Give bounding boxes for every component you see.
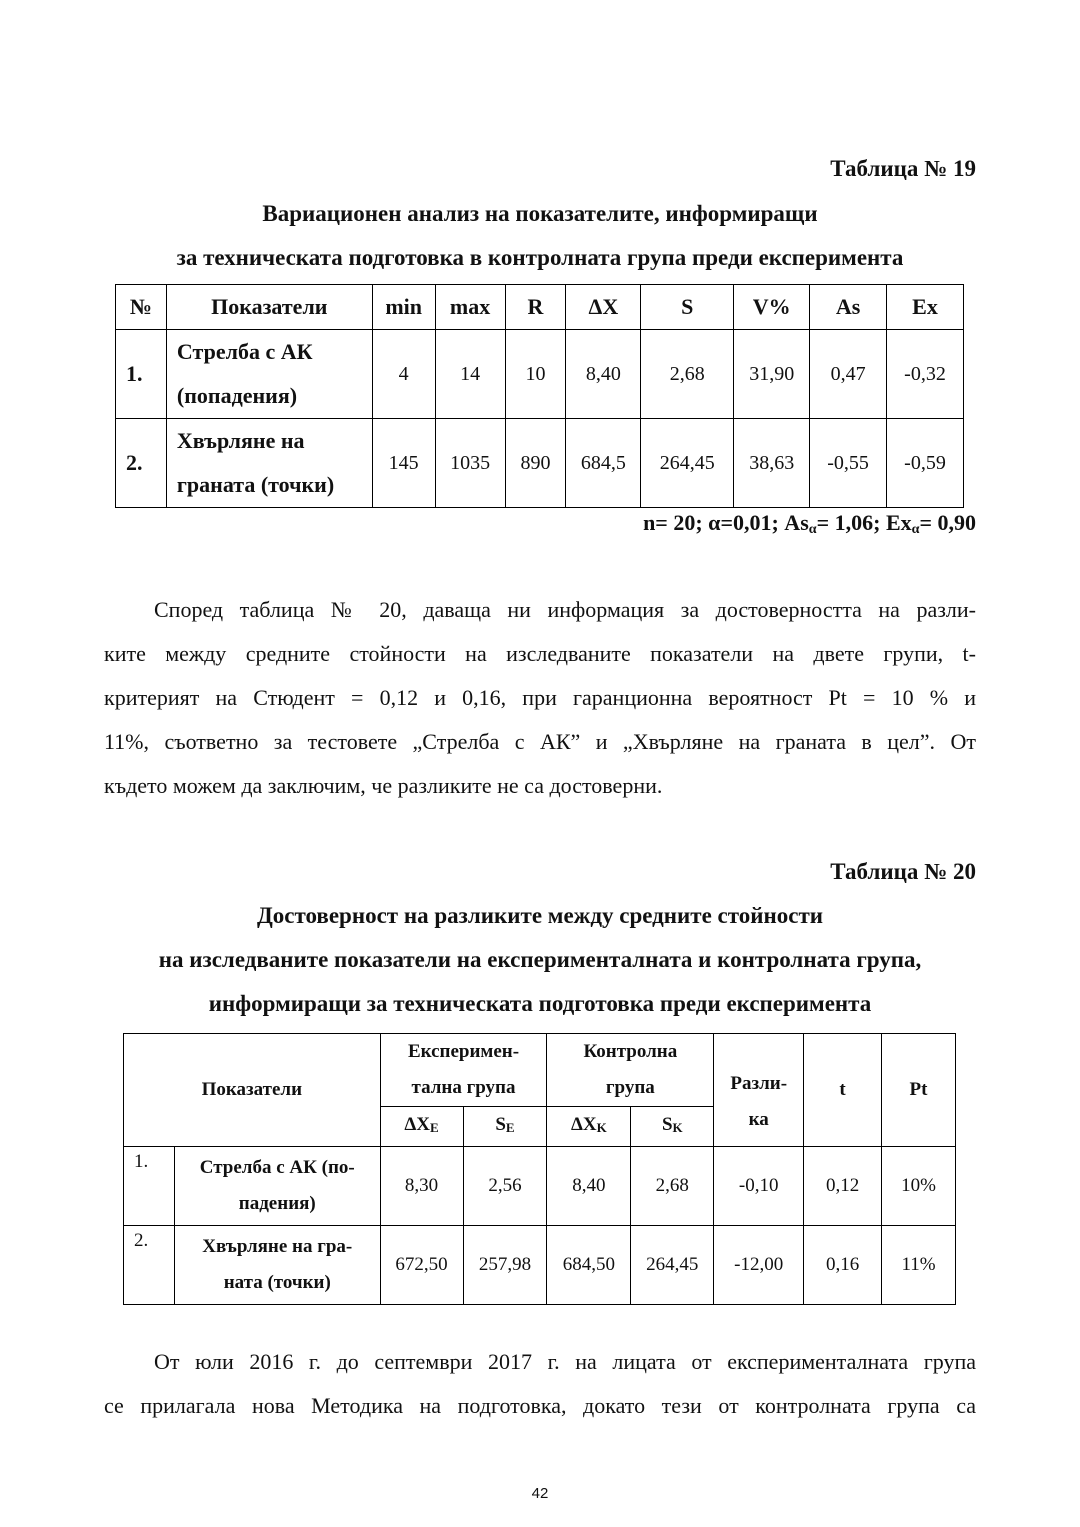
paragraph-line: 11%, съответно за тестовете „Стрелба с АК” и „Хвърляне на граната в цел”. От [104,729,976,754]
header-max: max [435,285,505,330]
header-range: R [505,285,566,330]
cell-t: 0,12 [804,1147,882,1226]
cell-difference: -12,00 [714,1226,804,1305]
row-number: 2. [116,419,167,508]
paragraph-line: където можем да заключим, че разликите не са достоверни. [104,773,663,798]
header-difference: Разли- ка [714,1034,804,1147]
paragraph-1 [104,588,976,808]
paragraph-2 [104,1340,976,1428]
table-20-caption-line-1: Достоверност на разликите между средните стойности [256,903,824,928]
cell-mean-k: 8,40 [547,1147,631,1226]
table-20-caption-line-3: информиращи за техническата подготовка преди експеримента [208,991,872,1016]
header-mean-k: $\Delta X_K$ [547,1107,631,1147]
header-std: S [641,285,734,330]
row-indicator [166,419,372,508]
paragraph-line: От юли 2016 г. до септември 2017 г. на лицата от експерименталната група [154,1349,976,1374]
paragraph-line: Според таблица № 20, даваща ни информация за достоверността на разли- [154,597,976,622]
row-indicator: Стрелба с АК (по- падения) [174,1147,380,1226]
header-control-group: Контролна група [547,1034,714,1107]
cell-mean-e: 672,50 [380,1226,463,1305]
cell-range: 10 [505,330,566,419]
indicator-line: граната (точки) [176,472,335,497]
paragraph-line: ките между средните стойности на изследваните показатели на двете групи, t- [104,641,976,666]
header-indicators: Показатели [166,285,372,330]
cell-excess: -0,59 [887,419,964,508]
row-number: 1. [116,330,167,419]
table-19-caption-line-1: Вариационен анализ на показателите, информиращи [262,201,818,226]
cell-asymmetry: 0,47 [810,330,887,419]
cell-variation: 38,63 [734,419,810,508]
header-std-e: $S_E$ [463,1107,547,1147]
paragraph-line: критерият на Стюдент = 0,12 и 0,16, при гаранционна вероятност Pt = 10 % и [104,685,976,710]
cell-t: 0,16 [804,1226,882,1305]
cell-std-e: 2,56 [463,1147,547,1226]
table-20-caption-line-2: на изследваните показатели на експерименталната и контролната група, [158,947,922,972]
table-19-footnote: n= 20; α=0,01; $As_\alpha= 1,06$; $Ex_\alpha= 0,90$ [643,510,976,537]
cell-mean: 8,40 [566,330,641,419]
table-20 [123,1033,956,1305]
row-indicator [166,330,372,419]
header-asymmetry: As [810,285,887,330]
table-row [116,330,964,419]
table-19-caption-line-2: за техническата подготовка в контролната група преди експеримента [176,245,904,270]
table-row [124,1147,956,1226]
cell-mean-k: 684,50 [547,1226,631,1305]
cell-pt: 10% [882,1147,956,1226]
header-experimental-group: Експеримен- тална група [380,1034,547,1107]
cell-pt: 11% [882,1226,956,1305]
header-mean-e: $\Delta X_E$ [380,1107,463,1147]
page-number: 42 [531,1485,549,1502]
cell-max: 1035 [435,419,505,508]
cell-min: 4 [372,330,435,419]
cell-excess: -0,32 [887,330,964,419]
header-pt: Pt [882,1034,956,1147]
table-19-label: Таблица № 19 [830,156,976,181]
cell-std-e: 257,98 [463,1226,547,1305]
cell-mean: 684,5 [566,419,641,508]
row-number: 2. [124,1226,175,1305]
indicator-line: (попадения) [176,383,298,408]
table-20-label: Таблица № 20 [830,859,976,884]
cell-mean-e: 8,30 [380,1147,463,1226]
cell-std-k: 264,45 [631,1226,714,1305]
header-std-k: $S_K$ [631,1107,714,1147]
cell-std-k: 2,68 [631,1147,714,1226]
table-row [116,419,964,508]
cell-max: 14 [435,330,505,419]
cell-variation: 31,90 [734,330,810,419]
header-number: № [116,285,167,330]
header-excess: Ex [887,285,964,330]
header-indicators: Показатели [124,1034,381,1147]
row-indicator: Хвърляне на гра- ната (точки) [174,1226,380,1305]
indicator-line: Хвърляне на [176,428,305,453]
cell-difference: -0,10 [714,1147,804,1226]
paragraph-line: се прилагала нова Методика на подготовка, докато тези от контролната група са [104,1393,976,1418]
table-20-header-row-1 [124,1034,956,1107]
table-19 [115,284,964,508]
header-t: t [804,1034,882,1147]
cell-std: 264,45 [641,419,734,508]
cell-range: 890 [505,419,566,508]
cell-asymmetry: -0,55 [810,419,887,508]
table-19-header-row [116,285,964,330]
header-variation: V% [734,285,810,330]
cell-std: 2,68 [641,330,734,419]
table-row [124,1226,956,1305]
header-min: min [372,285,435,330]
row-number: 1. [124,1147,175,1226]
indicator-line: Стрелба с АК [176,339,313,364]
header-mean: ΔX [566,285,641,330]
cell-min: 145 [372,419,435,508]
